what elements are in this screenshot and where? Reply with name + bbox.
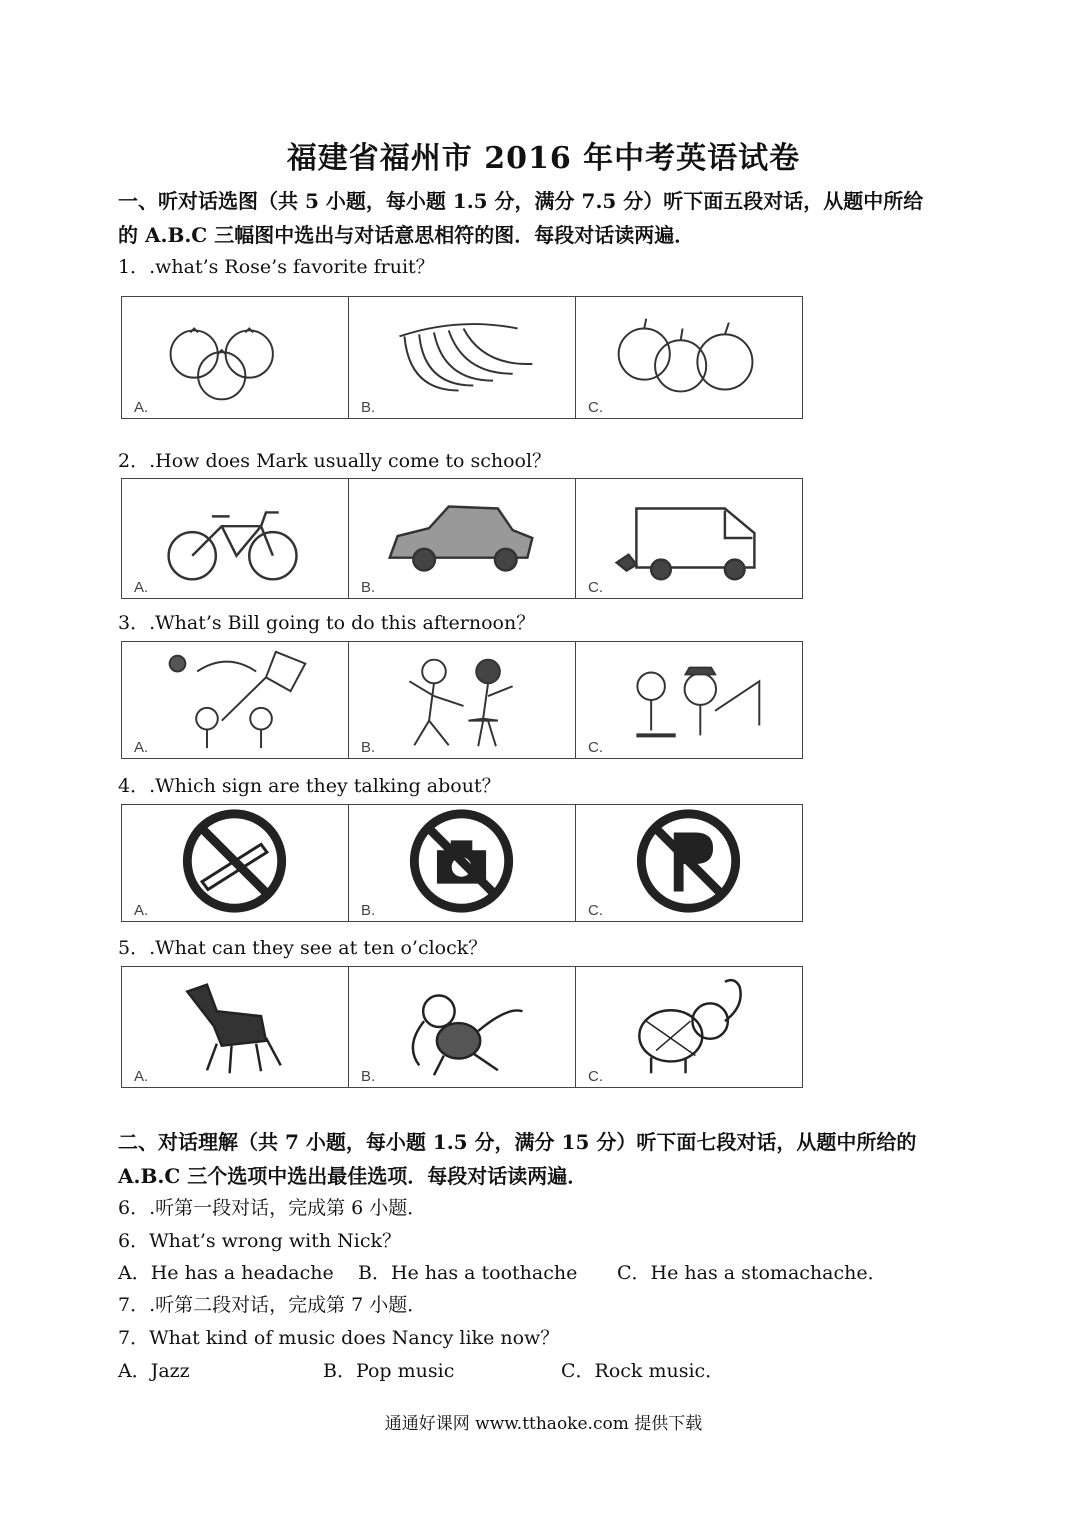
fly-kite-icon [122, 642, 348, 758]
question-2-pictures [121, 478, 803, 599]
car-icon [349, 479, 575, 598]
question-5-text: 5．.What can they see at ten o’clock？ [118, 937, 488, 959]
question-4-pictures [121, 804, 803, 922]
option-c-label: C. [588, 579, 603, 596]
section-1-heading-line2: 的 A.B.C 三幅图中选出与对话意思相符的图．每段对话读两遍． [118, 223, 695, 247]
item-6-option-b: B．He has a toothache [358, 1262, 578, 1284]
option-b-label: B. [361, 902, 376, 919]
question-4-option-a-image [122, 805, 349, 921]
item-7-option-a: A．Jazz [118, 1360, 190, 1382]
option-b-label: B. [361, 579, 376, 596]
question-4-option-b-image [349, 805, 576, 921]
bus-icon [576, 479, 802, 598]
option-c-label: C. [588, 399, 603, 416]
no-photo-sign-icon [349, 805, 575, 921]
section-2-heading-line1: 二、对话理解（共 7 小题，每小题 1.5 分，满分 15 分）听下面七段对话，从题中所给的 [118, 1130, 917, 1154]
question-5-option-c-image [576, 967, 802, 1087]
option-c-label: C. [588, 739, 603, 756]
section-1-heading [118, 184, 978, 252]
section-1-heading-line1: 一、听对话选图（共 5 小题，每小题 1.5 分，满分 7.5 分）听下面五段对话，从题中所给 [118, 189, 924, 213]
question-4-option-c-image [576, 805, 802, 921]
fishing-icon [576, 642, 802, 758]
question-4-text: 4．.Which sign are they talking about？ [118, 775, 501, 797]
option-a-label: A. [134, 399, 149, 416]
item-7-option-c: C．Rock music． [561, 1360, 725, 1382]
section-2-heading-line2: A.B.C 三个选项中选出最佳选项．每段对话读两遍． [118, 1164, 588, 1188]
option-c-label: C. [588, 902, 603, 919]
question-3-pictures [121, 641, 803, 759]
item-7-option-b: B．Pop music [323, 1360, 455, 1382]
bicycle-icon [122, 479, 348, 598]
question-1-option-a-image [122, 297, 349, 418]
option-a-label: A. [134, 579, 149, 596]
question-1-option-c-image [576, 297, 802, 418]
dance-icon [349, 642, 575, 758]
option-c-label: C. [588, 1068, 603, 1085]
item-6-option-a: A．He has a headache [118, 1262, 334, 1284]
option-a-label: A. [134, 1068, 149, 1085]
item-6-intro: 6．.听第一段对话，完成第 6 小题． [118, 1197, 427, 1219]
question-5-option-a-image [122, 967, 349, 1087]
page-title: 福建省福州市 2016 年中考英语试卷 [286, 141, 801, 176]
question-1-text: 1．.what’s Rose’s favorite fruit？ [118, 256, 435, 278]
question-1-pictures [121, 296, 803, 419]
question-1-option-b-image [349, 297, 576, 418]
question-2-option-a-image [122, 479, 349, 598]
monkey-icon [349, 967, 575, 1087]
option-a-label: A. [134, 739, 149, 756]
question-5-pictures [121, 966, 803, 1088]
item-7-intro: 7．.听第二段对话，完成第 7 小题． [118, 1294, 427, 1316]
question-5-option-b-image [349, 967, 576, 1087]
elephant-icon [576, 967, 802, 1087]
horse-icon [122, 967, 348, 1087]
question-3-option-a-image [122, 642, 349, 758]
oranges-icon [122, 297, 348, 418]
page-footer: 通通好课网 www.tthaoke.com 提供下载 [384, 1414, 703, 1434]
question-3-option-b-image [349, 642, 576, 758]
question-2-option-c-image [576, 479, 802, 598]
option-b-label: B. [361, 1068, 376, 1085]
question-3-option-c-image [576, 642, 802, 758]
no-parking-sign-icon [576, 805, 802, 921]
question-2-text: 2．.How does Mark usually come to school？ [118, 450, 552, 472]
item-7-question: 7．What kind of music does Nancy like now？ [118, 1327, 560, 1349]
question-3-text: 3．.What’s Bill going to do this afternoon？ [118, 612, 536, 634]
bananas-icon [349, 297, 575, 418]
question-2-option-b-image [349, 479, 576, 598]
option-a-label: A. [134, 902, 149, 919]
no-smoking-sign-icon [122, 805, 348, 921]
item-6-option-c: C．He has a stomachache． [617, 1262, 887, 1284]
section-2-heading [118, 1125, 978, 1193]
option-b-label: B. [361, 399, 376, 416]
option-b-label: B. [361, 739, 376, 756]
item-6-question: 6．What’s wrong with Nick？ [118, 1230, 401, 1252]
apples-icon [576, 297, 802, 418]
